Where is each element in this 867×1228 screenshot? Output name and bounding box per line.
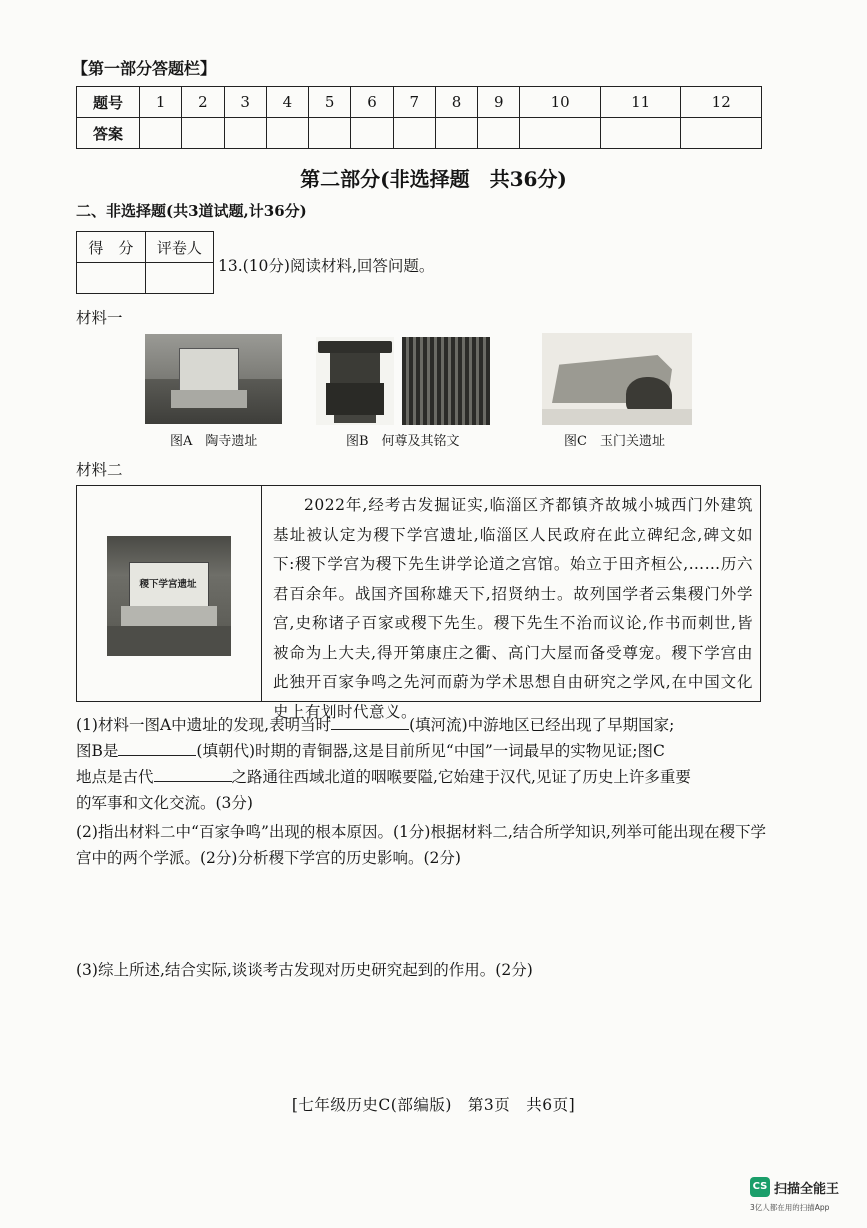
yumen-pass-image (542, 333, 692, 425)
answer-cell[interactable] (600, 118, 681, 149)
answer-cell[interactable] (435, 118, 477, 149)
blank-route[interactable] (154, 767, 232, 782)
score-label: 得 分 (77, 232, 146, 263)
answer-table (76, 86, 762, 149)
material2-divider (261, 486, 262, 701)
number-row (77, 87, 762, 118)
question-2: (2)指出材料二中“百家争鸣”出现的根本原因。(1分)根据材料二,结合所学知识,列举可能出现在稷下学宫中的两个学派。(2分)分析稷下学宫的历史影响。(2分) (76, 823, 766, 867)
question-number: 1 (140, 87, 182, 118)
camscanner-logo: CS (750, 1177, 770, 1197)
answer-row (77, 118, 762, 149)
q13-intro: 13.(10分)阅读材料,回答问题。 (218, 257, 435, 275)
answer-cell[interactable] (224, 118, 266, 149)
jixia-academy-stele-image (107, 536, 231, 656)
answer-cell[interactable] (266, 118, 308, 149)
page-footer: [七年级历史C(部编版) 第3页 共6页] (291, 1096, 576, 1114)
he-zun-vessel-image (316, 337, 394, 425)
part2-title: 第二部分(非选择题 共36分) (300, 167, 567, 191)
answer-cell[interactable] (393, 118, 435, 149)
answer-cell[interactable] (182, 118, 224, 149)
question-number: 12 (681, 87, 762, 118)
question-number: 7 (393, 87, 435, 118)
answer-cell[interactable] (478, 118, 520, 149)
question-number: 11 (600, 87, 681, 118)
inscription-image (402, 337, 490, 425)
question-3: (3)综上所述,结合实际,谈谈考古发现对历史研究起到的作用。(2分) (76, 961, 533, 979)
grader-cell[interactable] (145, 263, 213, 294)
material2-paragraph: 2022年,经考古发掘证实,临淄区齐都镇齐故城小城西门外建筑基址被认定为稷下学宫遗址,临淄区人民政府在此立碑纪念,碑文如下:稷下学宫为稷下先生讲学论道之宫馆。始立于田齐桓公,……历六君百余年。战国齐国称雄天下,招贤纳士。故列国学者云集稷门外学宫,史称诸子百家或稷下先生。稷下先生不治而议论,作书而刺世,皆被命为上大夫,得开第康庄之衢、高门大屋而备受尊宠。稷下学宫由此独开百家争鸣之先河而蔚为学术思想自由研究之学风,在中国文化史上有划时代意义。 (273, 496, 753, 721)
caption-c: 图C 玉门关遗址 (564, 434, 665, 449)
watermark-brand: 扫描全能王 (774, 1182, 840, 1197)
blank-dynasty[interactable] (118, 741, 196, 756)
question-number: 10 (520, 87, 601, 118)
answer-row-label: 答案 (77, 118, 140, 149)
grader-label: 评卷人 (145, 232, 213, 263)
number-row-label: 题号 (77, 87, 140, 118)
watermark-slogan: 3亿人都在用的扫描App (750, 1203, 830, 1212)
answer-cell[interactable] (351, 118, 393, 149)
part1-header: 【第一部分答题栏】 (72, 59, 217, 78)
caption-b: 图B 何尊及其铭文 (346, 434, 460, 449)
stele-inscription: 稷下学宫遗址 (139, 579, 197, 590)
question-number: 6 (351, 87, 393, 118)
question-number: 9 (478, 87, 520, 118)
answer-cell[interactable] (520, 118, 601, 149)
question-number: 4 (266, 87, 308, 118)
question-number: 8 (435, 87, 477, 118)
answer-cell[interactable] (681, 118, 762, 149)
caption-a: 图A 陶寺遗址 (170, 434, 258, 449)
score-cell[interactable] (77, 263, 146, 294)
question-number: 3 (224, 87, 266, 118)
answer-cell[interactable] (309, 118, 351, 149)
score-box (76, 231, 214, 294)
question-number: 5 (309, 87, 351, 118)
material2-label: 材料二 (76, 461, 123, 479)
question-number: 2 (182, 87, 224, 118)
section-heading: 二、非选择题(共3道试题,计36分) (76, 202, 307, 220)
question-1: (1)材料一图A中遗址的发现,表明当时 (填河流)中游地区已经出现了早期国家; 图B是 (填朝代)时期的青铜器,这是目前所见“中国”一词最早的实物见证;图C 地点是古代 之路通往西域北道的咽喉要隘,它始建于汉代,见证了历史上许多重要 的军事和文化交流。(3分) (76, 716, 691, 812)
taosi-site-image (145, 334, 282, 424)
material1-label: 材料一 (76, 309, 123, 327)
answer-cell[interactable] (140, 118, 182, 149)
blank-river[interactable] (331, 715, 409, 730)
material2-box (76, 485, 761, 721)
